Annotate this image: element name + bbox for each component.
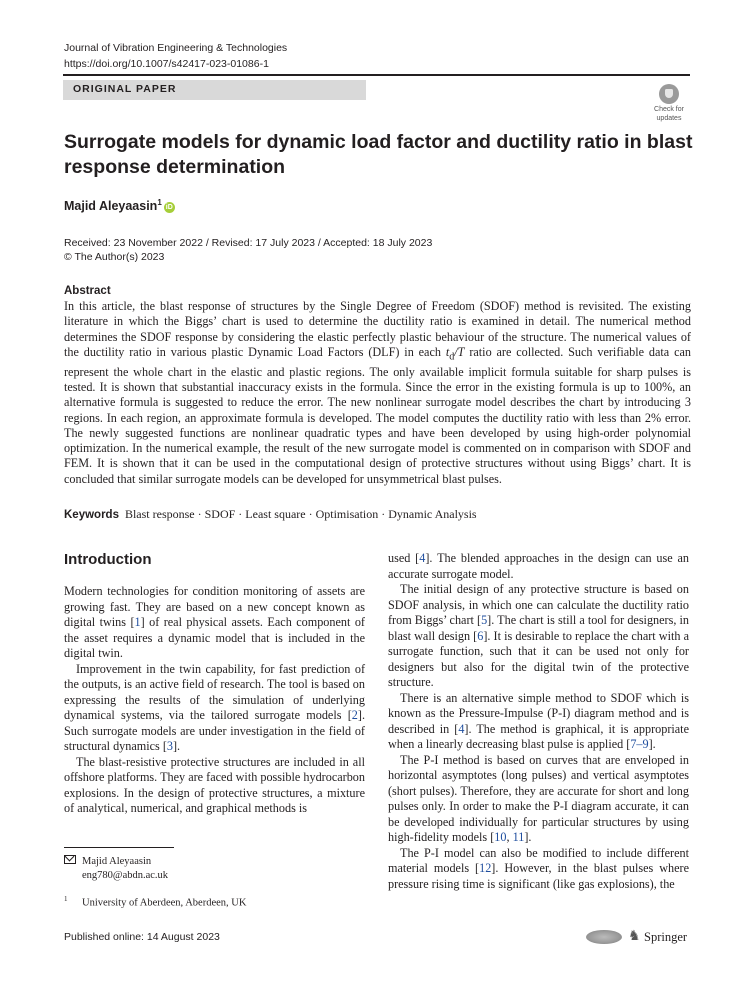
springer-logo: [586, 926, 696, 950]
text-run: ]. However, in the blast pulses where pressure rising time is significant (like gas explosions), the: [388, 861, 689, 891]
introduction-heading: Introduction: [64, 551, 152, 568]
orcid-icon[interactable]: iD: [165, 204, 173, 212]
article-dates: [64, 236, 432, 264]
footnote-rule: [64, 847, 174, 848]
math-subscript-d: d: [449, 351, 455, 363]
intro-paragraph-continued: [388, 551, 689, 582]
intro-paragraph-1: [64, 584, 365, 662]
citation-link[interactable]: 7–9: [630, 737, 649, 751]
intro-paragraph-4: [388, 582, 689, 691]
abstract-text-2: ratio are collected. Such verifiable data can represent the whole chart in the elastic and plastic regions. The only available implicit formula suitable for sharp pulses is tested. It is shown that substantial inaccuracy exists in the formula. Since the error in the existing formula is up to 100%, an alternative formula is suggested to reduce the error. The new nonlinear surrogate model describes the chart by introducing 3 regions. In each region, an approximate formula is developed. The model computes the ductility ratio with less than 2% error. The newly suggested functions are nonlinear quadratic types and have been developed by using high-order polynomial optimization. In the numerical example, the result of the new surrogate model is commented on in comparison with SDOF and FEM. It is shown that it can be used in the computational design of protective structures without using Biggs’ chart. It is concluded that similar surrogate models can be developed for unsymmetrical blast pulses.: [64, 344, 691, 486]
text-run: Improvement in the twin capability, for fast prediction of the outputs, is an active field of research. The tool is based on expressing the results of the simulation of underlying dynamical systems, via the tailored surrogate models [: [64, 661, 365, 722]
citation-link[interactable]: 11: [512, 830, 525, 844]
envelope-icon: [64, 855, 76, 864]
text-run: There is an alternative simple method to SDOF which is known as the Pressure-Impulse (P-I) diagram method and is described in [: [388, 690, 689, 736]
text-run: ]. Such surrogate models are under investigation in the field of structural dynamics [: [64, 708, 365, 753]
citation-link[interactable]: 4: [419, 551, 426, 565]
text-run: The P-I method is based on curves that are enveloped in horizontal asymptotes (long pulses) and vertical asymptotes (short pulses). Therefore, they are accurate for short and long pulses only. In order to make the P-I diagram accurate, it can be developed individually for particular structures by using high-fidelity models [: [388, 752, 689, 844]
text-run: ]. The chart is still a tool for designers, in blast wall design [: [388, 613, 689, 643]
abstract-body: [64, 299, 691, 487]
math-over-t: /T: [454, 344, 465, 359]
text-run: ].: [524, 830, 532, 844]
affiliation-number: 1: [64, 895, 68, 903]
intro-paragraph-2: [64, 662, 365, 755]
right-column: [388, 551, 689, 892]
citation-link[interactable]: 3: [166, 739, 173, 753]
citation-link[interactable]: 2: [351, 708, 358, 722]
text-run: ]. The method is graphical, it is appropriate when a linearly decreasing blast pulse is applied [: [388, 721, 689, 751]
abstract-heading: Abstract: [64, 285, 111, 297]
keywords-list: Blast response · SDOF · Least square · Optimisation · Dynamic Analysis: [124, 507, 477, 521]
intro-paragraph-7: [388, 846, 689, 893]
text-run: ]. The blended approaches in the design can use an accurate surrogate model.: [388, 551, 690, 581]
check-for-label: Check for: [654, 106, 684, 113]
history-dates: Received: 23 November 2022 / Revised: 17 July 2023 / Accepted: 18 July 2023: [64, 237, 433, 249]
crossmark-icon: [659, 84, 679, 104]
text-run: ].: [172, 739, 181, 753]
updates-label: updates: [656, 115, 682, 122]
article-type-ribbon: [63, 80, 366, 100]
citation-link[interactable]: 1: [134, 615, 141, 629]
text-run: used [: [388, 551, 420, 565]
keywords-line: [64, 507, 691, 522]
correspondence-footnote: [64, 855, 168, 883]
intro-paragraph-5: [388, 691, 689, 753]
citation-link[interactable]: 5: [481, 613, 488, 627]
correspondence-email[interactable]: eng780@abdn.ac.uk: [82, 870, 169, 881]
affiliation-text: University of Aberdeen, Aberdeen, UK: [82, 897, 247, 909]
copyright-line: © The Author(s) 2023: [64, 251, 165, 263]
journal-header: [64, 40, 287, 72]
text-run: ]. It is desirable to replace the chart with a surrogate function, such that it can be used not only for designers but also for the digital twin of the protective structure.: [388, 628, 689, 689]
journal-disc-icon: [586, 930, 622, 944]
published-online: Published online: 14 August 2023: [64, 931, 220, 943]
text-run: The initial design of any protective structure is based on SDOF analysis, in which one can calculate the ductility ratio from Biggs’ chart [: [388, 582, 689, 627]
text-run: ,: [506, 830, 513, 844]
citation-link[interactable]: 10: [494, 830, 507, 844]
springer-horse-icon: ♞: [628, 929, 641, 944]
left-column: [64, 584, 365, 817]
math-t: t: [445, 344, 450, 359]
check-for-updates-badge[interactable]: [648, 84, 690, 120]
citation-link[interactable]: 12: [479, 861, 492, 875]
doi-link[interactable]: https://doi.org/10.1007/s42417-023-01086-1: [64, 58, 269, 70]
header-rule: [63, 74, 690, 76]
keywords-heading: Keywords: [64, 509, 119, 521]
article-type-label: ORIGINAL PAPER: [73, 83, 177, 95]
affiliation-footnote: [64, 895, 246, 909]
correspondence-name: Majid Aleyaasin: [82, 856, 152, 867]
journal-name: Journal of Vibration Engineering & Technologies: [64, 42, 288, 54]
author-name[interactable]: Majid Aleyaasin: [64, 199, 158, 214]
springer-wordmark: Springer: [644, 930, 688, 944]
text-run: Modern technologies for condition monitoring of assets are growing fast. They are based on a new concept known as digital twins [: [64, 584, 365, 629]
author-affiliation-mark: 1: [157, 198, 162, 207]
intro-paragraph-3: The blast-resistive protective structures are included in all offshore platforms. They are faced with possible hydrocarbon explosions. In the design of protective structures, a mixture of analytical, numerical, and graphical methods is: [64, 754, 365, 815]
intro-paragraph-6: [388, 753, 689, 846]
text-run: ] of real physical assets. Each component of the asset requires a dynamic model that is included in the digital twin.: [64, 615, 365, 660]
abstract-text-1: In this article, the blast response of structures by the Single Degree of Freedom (SDOF) method is revisited. The existing literature in which the Biggs’ chart is used to determine the ductility ratio is examined in detail. The numerical method determines the SDOF response by considering the elastic perfectly plastic behaviour of the structure. The numerical values of the ductility ratio in various plastic Dynamic Load Factors (DLF) in each: [64, 299, 691, 359]
citation-link[interactable]: 4: [458, 721, 465, 736]
text-run: The P-I model can also be modified to include different material models [: [388, 845, 689, 875]
citation-link[interactable]: 6: [477, 628, 484, 643]
author-line: [64, 198, 175, 213]
text-run: ].: [648, 737, 656, 751]
paper-title: Surrogate models for dynamic load factor and ductility ratio in blast response determination: [64, 131, 693, 178]
